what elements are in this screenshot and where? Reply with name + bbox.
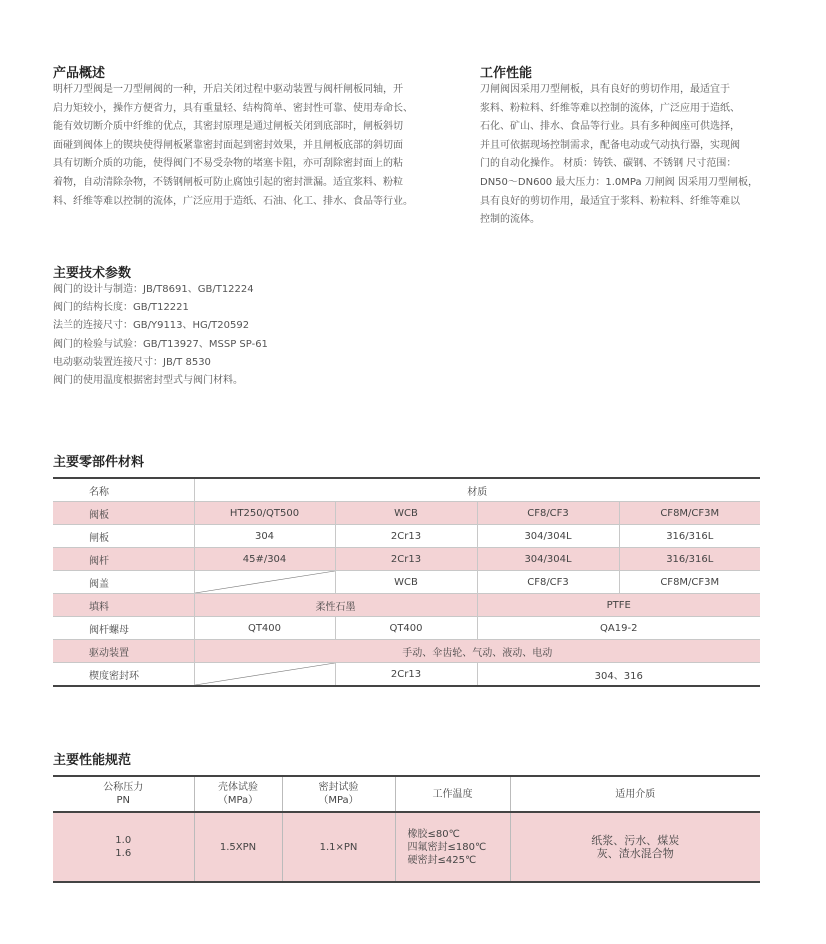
material-cell: PTFE (477, 594, 760, 617)
tech-item: 法兰的连接尺寸：GB/Y9113、HG/T20592 (53, 320, 250, 332)
performance-title: 工作性能 (480, 66, 533, 81)
tech-item: 阀门的结构长度：GB/T12221 (53, 302, 189, 314)
material-cell: CF8M/CF3M (619, 571, 760, 594)
overview-line: 明杆刀型阀是一刀型闸阀的一种，开启关闭过程中驱动装置与阀杆闸板同轴，开 (53, 84, 403, 95)
shell-cell: 1.5XPN (194, 812, 282, 882)
pn-value: 1.6 (115, 848, 132, 859)
material-cell: QA19-2 (477, 617, 760, 640)
material-cell: 316/316L (619, 525, 760, 548)
materials-table (53, 477, 760, 687)
header-label: 壳体试验 (218, 782, 258, 793)
seal-cell: 1.1×PN (282, 812, 395, 882)
table-row (53, 640, 760, 663)
material-cell: QT400 (194, 617, 335, 640)
performance-line: 具有良好的剪切作用，最适宜于浆料、粉粒料、纤维等难以 (480, 195, 740, 207)
header-shell (194, 776, 282, 812)
performance-line: 浆料、粉粒料、纤维等难以控制的流体，广泛应用于造纸、 (480, 102, 740, 114)
part-name: 楔度密封环 (53, 663, 194, 687)
material-cell: 304/304L (477, 548, 619, 571)
material-cell: 304/304L (477, 525, 619, 548)
part-name: 填料 (53, 594, 194, 617)
header-seal (282, 776, 395, 812)
material-cell: 45#/304 (194, 548, 335, 571)
performance-line: 控制的流体。 (480, 214, 540, 226)
material-cell: 手动、伞齿轮、气动、液动、电动 (194, 640, 760, 663)
part-name: 阀盖 (53, 571, 194, 594)
part-name: 阀杆螺母 (53, 617, 194, 640)
specs-table (53, 775, 760, 883)
material-cell: HT250/QT500 (194, 502, 335, 525)
material-cell: CF8/CF3 (477, 571, 619, 594)
header-pn (53, 776, 194, 812)
part-name: 阀杆 (53, 548, 194, 571)
material-cell: 316/316L (619, 548, 760, 571)
table-row (53, 594, 760, 617)
performance-line: 刀闸阀因采用刀型闸板，具有良好的剪切作用，最适宜于 (480, 84, 730, 95)
performance-text (480, 81, 780, 230)
header-label: 密封试验 (318, 782, 359, 793)
table-row (53, 571, 760, 594)
material-cell: 304、316 (477, 663, 760, 687)
table-row (53, 812, 760, 882)
pn-value: 1.0 (115, 835, 132, 846)
material-cell: CF8/CF3 (477, 502, 619, 525)
header-label: （MPa） (318, 795, 359, 806)
table-header-row (53, 776, 760, 812)
material-cell: WCB (335, 571, 477, 594)
medium-cell (510, 812, 760, 882)
empty-diagonal-cell (194, 571, 335, 594)
tech-item: 阀门的设计与制造：JB/T8691、GB/T12224 (53, 284, 254, 295)
overview-line: 料、纤维等难以控制的流体，广泛应用于造纸、石油、化工、排水、食品等行业。 (53, 195, 413, 207)
material-cell: CF8M/CF3M (619, 502, 760, 525)
material-cell: QT400 (335, 617, 477, 640)
overview-text (53, 81, 453, 211)
temp-value: 四氟密封≤180℃ (407, 841, 487, 853)
performance-line: 并且可依据现场控制需求，配备电动或气动执行器，实现阀 (480, 139, 740, 151)
header-temp: 工作温度 (395, 776, 510, 812)
table-row (53, 663, 760, 687)
table-row (53, 617, 760, 640)
tech-list (53, 281, 268, 390)
medium-value: 纸浆、污水、煤炭 (591, 834, 680, 847)
temp-value: 硬密封≤425℃ (407, 854, 477, 866)
material-cell: 2Cr13 (335, 548, 477, 571)
header-medium: 适用介质 (510, 776, 760, 812)
material-cell: 2Cr13 (335, 525, 477, 548)
overview-line: 面碰到阀体上的锲块使得闸板紧靠密封面起到密封效果，并且闸板底部的斜切面 (53, 139, 403, 151)
overview-line: 启力矩较小，操作方便省力，具有重量轻、结构简单、密封性可靠、使用寿命长、 (53, 102, 413, 114)
part-name: 闸板 (53, 525, 194, 548)
table-row (53, 525, 760, 548)
overview-line: 能有效切断介质中纤维的优点，其密封原理是通过闸板关闭到底部时，闸板斜切 (53, 121, 403, 133)
table-header-row (53, 478, 760, 502)
pn-cell (53, 812, 194, 882)
overview-line: 具有切断介质的功能，使得阀门不易受杂物的堵塞卡阻，亦可刮除密封面上的粘 (53, 158, 403, 170)
header-label: （MPa） (217, 795, 259, 806)
table-row (53, 548, 760, 571)
header-label: PN (116, 795, 130, 806)
temp-value: 橡胶≤80℃ (407, 828, 460, 840)
part-name: 驱动装置 (53, 640, 194, 663)
medium-value: 灰、渣水混合物 (596, 847, 674, 860)
material-cell: 2Cr13 (335, 663, 477, 687)
materials-title: 主要零部件材料 (53, 455, 145, 470)
empty-diagonal-cell (194, 663, 335, 687)
header-material: 材质 (194, 478, 760, 502)
header-label: 公称压力 (103, 782, 144, 793)
material-cell: 柔性石墨 (194, 594, 477, 617)
material-cell: WCB (335, 502, 477, 525)
performance-line: 石化、矿山、排水、食品等行业。具有多种阀座可供选择， (480, 121, 740, 133)
specs-title: 主要性能规范 (53, 753, 132, 768)
table-row (53, 502, 760, 525)
temp-cell (395, 812, 510, 882)
tech-item: 阀门的使用温度根据密封型式与阀门材料。 (53, 375, 243, 387)
overview-title: 产品概述 (53, 66, 106, 81)
performance-line: 门的自动化操作。 材质：铸铁、碳钢、不锈钢 尺寸范围： (480, 158, 737, 170)
tech-item: 电动驱动装置连接尺寸：JB/T 8530 (53, 356, 211, 368)
part-name: 阀板 (53, 502, 194, 525)
material-cell: 304 (194, 525, 335, 548)
tech-item: 阀门的检验与试验：GB/T13927、MSSP SP-61 (53, 338, 268, 350)
header-name: 名称 (53, 478, 194, 502)
performance-line: DN50～DN600 最大压力：1.0MPa 刀闸阀 因采用刀型闸板， (480, 176, 758, 188)
tech-title: 主要技术参数 (53, 266, 132, 281)
overview-line: 着物，自动清除杂物，不锈钢闸板可防止腐蚀引起的密封泄漏。适宜浆料、粉粒 (53, 176, 403, 188)
